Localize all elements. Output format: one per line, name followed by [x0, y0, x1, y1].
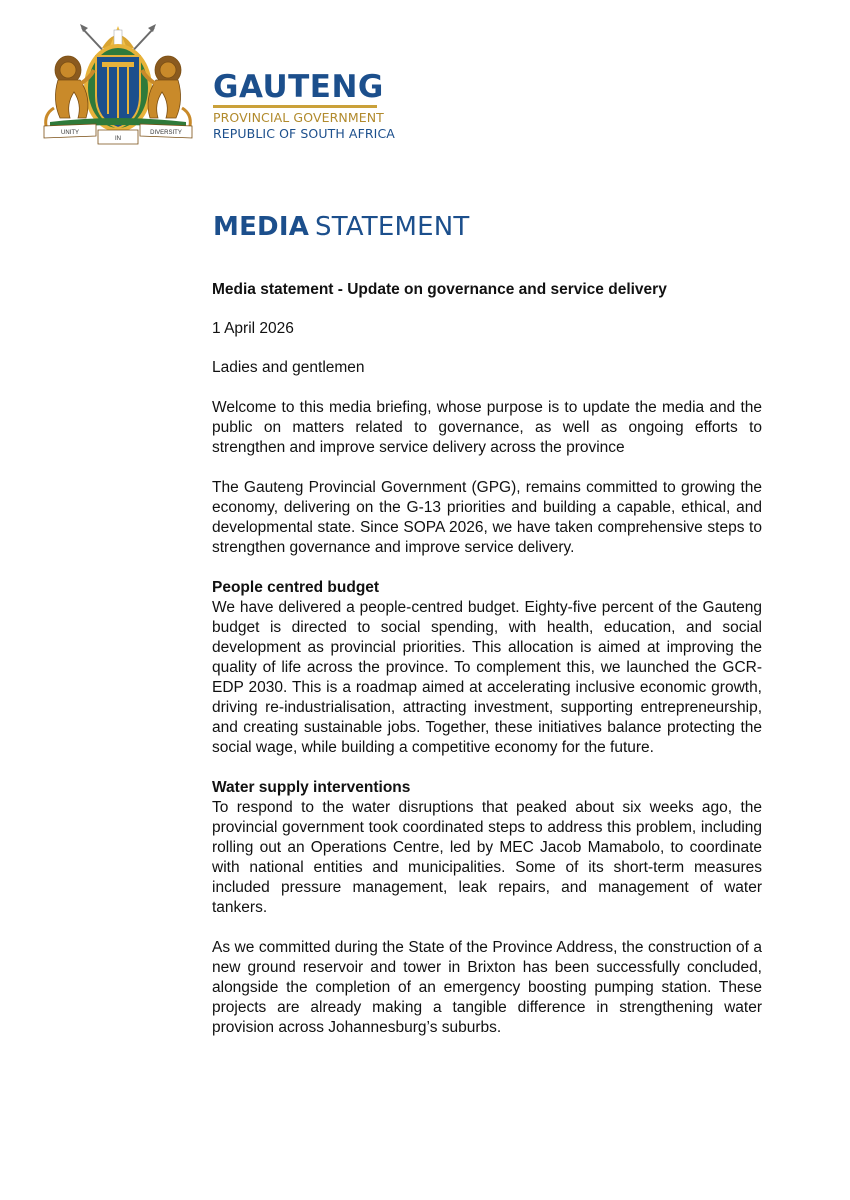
- paragraph-closing: As we committed during the State of the Province Address, the construction of a new ground reservoir and tower in Brixton has been successfully concluded, alongside the completion of an emergency boosting pumping station. These projects are already making a tangible difference in strengthening water provision across Johannesburg’s suburbs.: [212, 939, 762, 1036]
- crest-motto-center: IN: [115, 136, 121, 142]
- paragraph-intro: Welcome to this media briefing, whose purpose is to update the media and the public on matters related to governance, as well as ongoing efforts to strengthen and improve service delivery across the province: [212, 399, 762, 456]
- greeting: Ladies and gentlemen: [212, 359, 365, 376]
- brand-subtitle-country: REPUBLIC OF SOUTH AFRICA: [213, 126, 395, 141]
- brand-name: GAUTENG: [213, 69, 384, 105]
- statement-heading: Media statement - Update on governance and service delivery: [212, 281, 667, 298]
- brand-divider: [213, 105, 377, 108]
- crest-motto-left: UNITY: [61, 130, 79, 136]
- statement-body: [212, 280, 762, 1038]
- section-title-budget: People centred budget: [212, 579, 380, 596]
- brand-block: [213, 70, 395, 141]
- brand-subtitle-government: PROVINCIAL GOVERNMENT: [213, 110, 384, 125]
- document-type-regular: STATEMENT: [315, 212, 470, 242]
- section-body-water: To respond to the water disruptions that peaked about six weeks ago, the provincial government took coordinated steps to address this problem, including rolling out an Operations Centre, led by MEC Jacob Mamabolo, to coordinate with national entities and municipalities. Some of its short-term measures included pressure management, leak repairs, and management of water tankers.: [212, 799, 762, 916]
- section-body-budget: We have delivered a people-centred budget. Eighty-five percent of the Gauteng budget is directed to social spending, with health, education, and social development as provincial priorities. This allocation is aimed at improving the quality of life across the province. To complement this, we launched the GCR-EDP 2030. This is a roadmap aimed at accelerating inclusive economic growth, driving re-industrialisation, attracting investment, supporting entrepreneurship, and creating sustainable jobs. Together, these initiatives balance protecting the social wage, while building a competitive economy for the future.: [212, 599, 762, 756]
- gauteng-coat-of-arms-icon: [30, 18, 206, 148]
- crest-motto-right: DIVERSITY: [150, 130, 182, 136]
- paragraph-commitment: The Gauteng Provincial Government (GPG), remains committed to growing the economy, delivering on the G-13 priorities and building a capable, ethical, and developmental state. Since SOPA 2026, we have taken comprehensive steps to strengthen governance and improve service delivery.: [212, 479, 762, 556]
- statement-date: 1 April 2026: [212, 320, 294, 337]
- document-type-title: [213, 212, 469, 242]
- section-title-water: Water supply interventions: [212, 779, 411, 796]
- document-type-bold: MEDIA: [213, 212, 310, 242]
